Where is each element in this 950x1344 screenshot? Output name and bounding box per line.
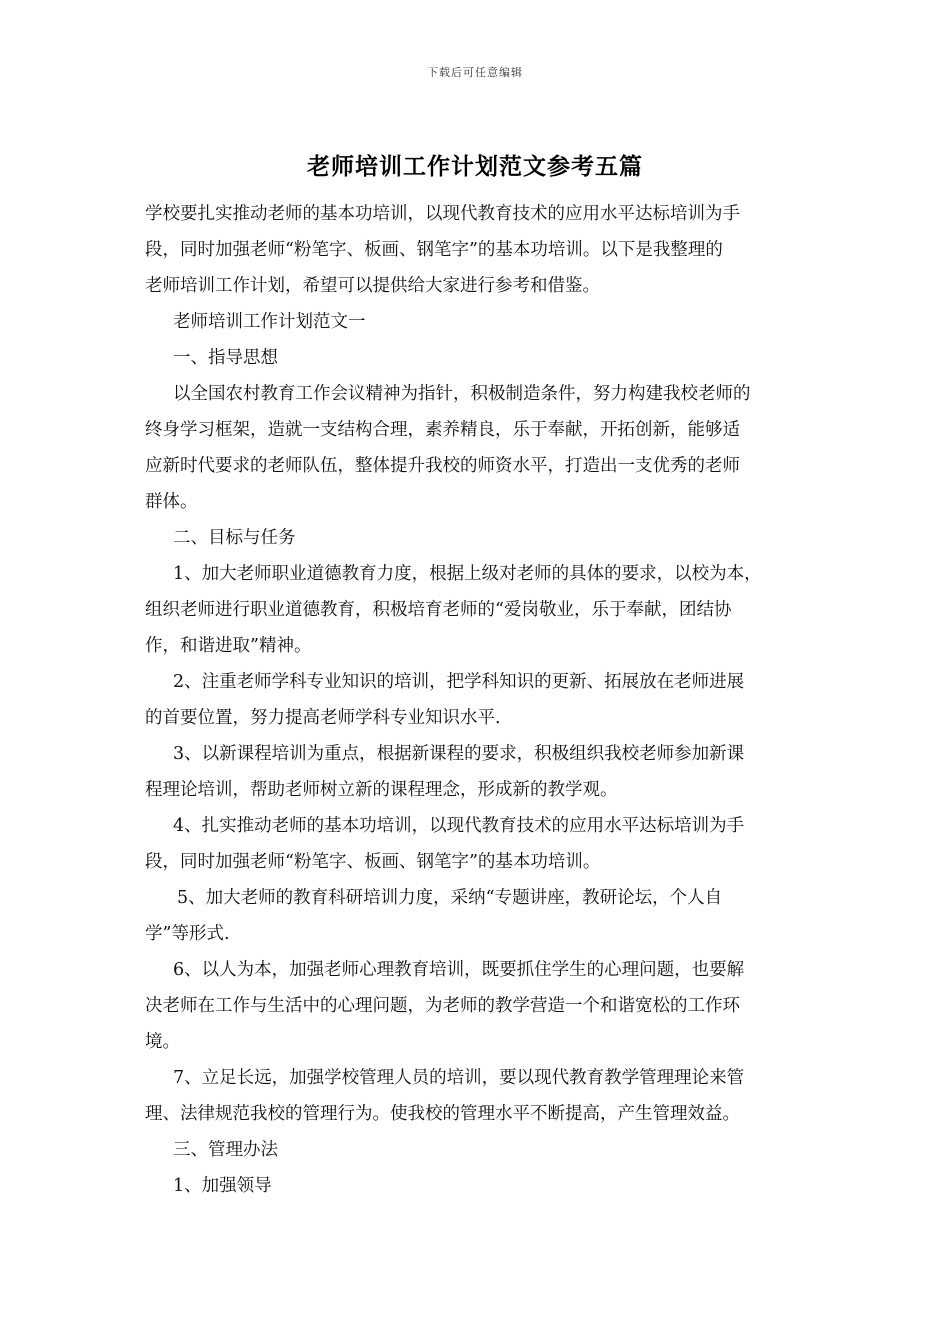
text-line: 2、注重老师学科专业知识的培训，把学科知识的更新、拓展放在老师进展 bbox=[173, 672, 745, 692]
text-line: 决老师在工作与生活中的心理问题，为老师的教学营造一个和谐宽松的工作环 bbox=[145, 996, 740, 1016]
document-title: 老师培训工作计划范文参考五篇 bbox=[307, 153, 643, 180]
text-line: 群体。 bbox=[145, 492, 198, 512]
text-line: 4、扎实推动老师的基本功培训，以现代教育技术的应用水平达标培训为手 bbox=[173, 816, 745, 836]
text-line: 段，同时加强老师“粉笔字、板画、钢笔字”的基本功培训。 bbox=[145, 852, 601, 872]
text-line: 学校要扎实推动老师的基本功培训，以现代教育技术的应用水平达标培训为手 bbox=[145, 204, 740, 224]
text-line: 境。 bbox=[145, 1032, 180, 1052]
text-line: 6、以人为本，加强老师心理教育培训，既要抓住学生的心理问题，也要解 bbox=[173, 960, 745, 980]
text-line: 程理论培训，帮助老师树立新的课程理念，形成新的教学观。 bbox=[145, 780, 618, 800]
text-line: 组织老师进行职业道德教育，积极培育老师的“爱岗敬业，乐于奉献，团结协 bbox=[145, 600, 732, 620]
text-line: 以全国农村教育工作会议精神为指针，积极制造条件，努力构建我校老师的 bbox=[173, 384, 751, 404]
text-line: 作，和谐进取”精神。 bbox=[145, 636, 312, 656]
text-line: 3、以新课程培训为重点，根据新课程的要求，积极组织我校老师参加新课 bbox=[173, 744, 745, 764]
text-line: 三、管理办法 bbox=[173, 1140, 278, 1160]
text-line: 段，同时加强老师“粉笔字、板画、钢笔字”的基本功培训。以下是我整理的 bbox=[145, 240, 723, 260]
text-line: 终身学习框架，造就一支结构合理，素养精良，乐于奉献，开拓创新，能够适 bbox=[145, 420, 740, 440]
text-line: 学”等形式. bbox=[145, 924, 230, 944]
text-line: 理、法律规范我校的管理行为。使我校的管理水平不断提高，产生管理效益。 bbox=[145, 1104, 740, 1124]
document-body bbox=[145, 196, 810, 1204]
text-line: 一、指导思想 bbox=[173, 348, 278, 368]
text-line: 1、加强领导 bbox=[173, 1176, 272, 1196]
text-line: 老师培训工作计划范文一 bbox=[173, 312, 366, 332]
text-line: 的首要位置，努力提高老师学科专业知识水平. bbox=[145, 708, 501, 728]
text-line: 5、加大老师的教育科研培训力度，采纳“专题讲座，教研论坛，个人自 bbox=[177, 888, 723, 908]
text-line: 二、目标与任务 bbox=[173, 528, 296, 548]
text-line: 1、加大老师职业道德教育力度，根据上级对老师的具体的要求，以校为本， bbox=[173, 564, 762, 584]
page-header-note: 下载后可任意编辑 bbox=[427, 66, 523, 79]
text-line: 老师培训工作计划，希望可以提供给大家进行参考和借鉴。 bbox=[145, 276, 600, 296]
text-line: 7、立足长远，加强学校管理人员的培训，要以现代教育教学管理理论来管 bbox=[173, 1068, 745, 1088]
text-line: 应新时代要求的老师队伍，整体提升我校的师资水平，打造出一支优秀的老师 bbox=[145, 456, 740, 476]
